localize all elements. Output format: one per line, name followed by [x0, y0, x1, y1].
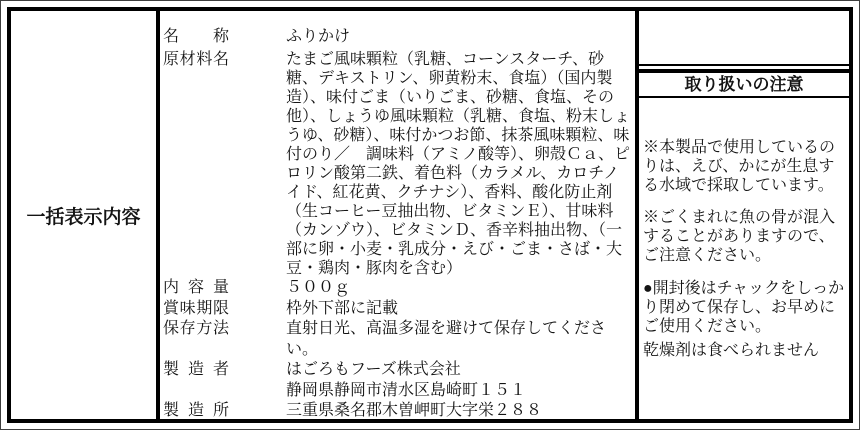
handling-cell [639, 11, 849, 419]
field-value-net-content: ５００ｇ [286, 279, 351, 296]
field-label-net-content: 内容量 [163, 279, 229, 296]
note-fish-bones: ※ごくまれに魚の骨が混入することがありますので、ご注意ください。 [643, 209, 836, 264]
field-value-best-before: 枠外下部に記載 [286, 299, 399, 317]
note-nori-origin: ※本製品で使用しているのりは、えび、かにが生息する水域で採取しています。 [643, 139, 836, 194]
field-value-manufacturer: はごろもフーズ株式会社 [286, 361, 461, 378]
note-desiccant: 乾燥剤は食べられません [643, 342, 820, 359]
fields-cell [160, 11, 639, 419]
field-row-manufacturer [163, 360, 633, 381]
handling-notes [639, 98, 849, 360]
field-value-ingredients: たまご風味顆粒（乳糖、コーンスターチ、砂糖、デキストリン、卵黄粉末、食塩）（国内製造）、味付ごま（いりごま、砂糖、食塩、その他）、しょうゆ風味顆粒（乳糖、食塩、粉末しょうゆ、砂糖）、味付かつお節、抹茶風味顆粒、味付のり／ 調味料（アミノ酸等）、卵殻Ｃａ、ピロリン酸第二鉄、着色料（カラメル、カロチノイド、紅花黄、クチナシ）、香料、酸化防止剤（生コーヒー豆抽出物、ビタミンＥ）、甘味料（カンゾウ）、ビタミンＤ、香辛料抽出物、（一部に卵・小麦・乳成分・えび・ごま・さば・大豆・鶏肉・豚肉を含む） [286, 51, 631, 277]
field-row-manufacturer-address [163, 381, 633, 402]
field-value-name: ふりかけ [286, 28, 351, 45]
left-header-cell [11, 11, 160, 419]
field-row-best-before [163, 299, 633, 320]
field-row-storage [163, 319, 633, 360]
nutrition-label-table [7, 7, 853, 423]
field-row-ingredients [163, 50, 633, 278]
field-row-net-content [163, 278, 633, 299]
field-value-factory: 三重県桑名郡木曽岬町大字栄２８８ [286, 402, 543, 419]
field-label-name: 名称 [163, 28, 229, 45]
note-zipper-storage: ●開封後はチャックをしっかり閉めて保存し、お早めにご使用ください。 [643, 280, 845, 335]
empty-cell [639, 11, 849, 66]
field-label-best-before: 賞味期限 [163, 299, 229, 317]
section-title: 一括表示内容 [26, 206, 141, 228]
field-label-ingredients: 原材料名 [163, 51, 229, 68]
field-row-name [163, 27, 633, 47]
field-value-manufacturer-address: 静岡県静岡市清水区島崎町１５１ [286, 381, 527, 399]
field-row-factory [163, 401, 633, 422]
field-value-storage: 直射日光、高温多湿を避けて保存してください。 [286, 320, 607, 358]
handling-title: 取り扱いの注意 [639, 69, 849, 98]
field-label-manufacturer: 製造者 [163, 361, 229, 378]
field-label-storage: 保存方法 [163, 320, 229, 337]
field-label-factory: 製造所 [163, 402, 229, 419]
